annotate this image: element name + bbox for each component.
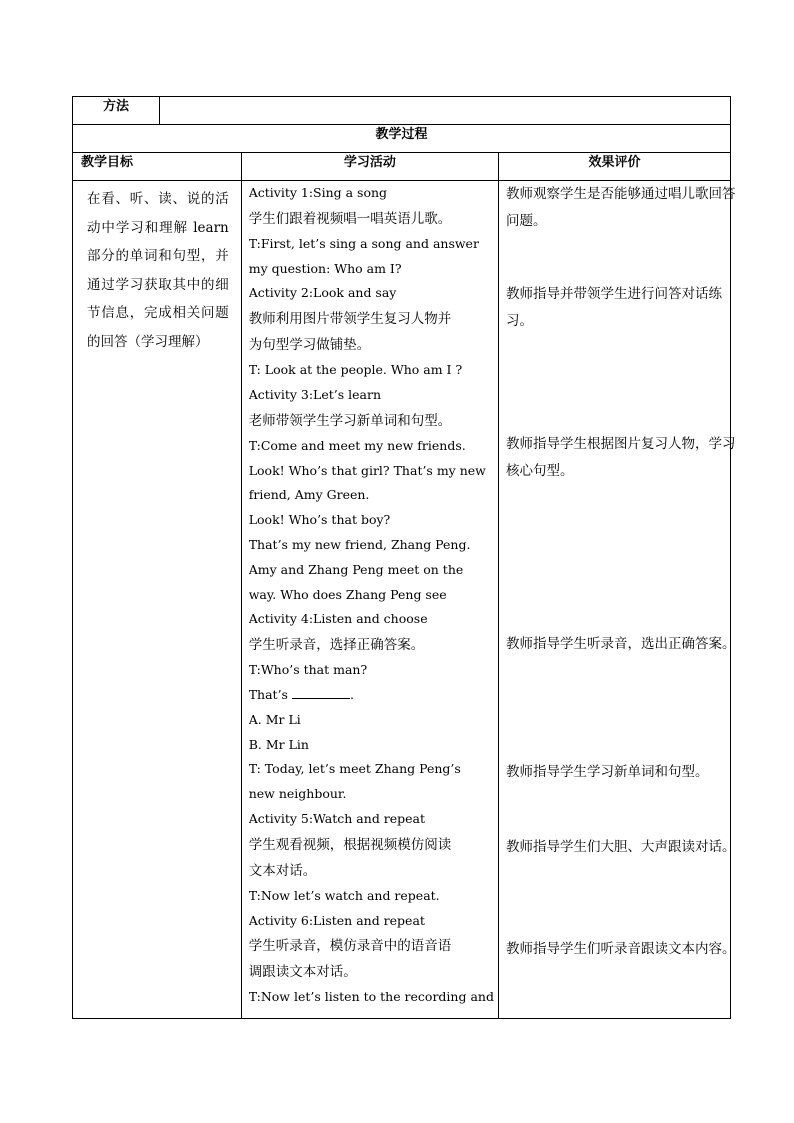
header-goal: 教学目标 <box>73 153 242 181</box>
evaluation-item: 教师指导并带领学生进行问答对话练习。 <box>505 286 722 329</box>
evaluation-item: 教师观察学生是否能够通过唱儿歌回答问题。 <box>505 186 736 229</box>
activity-line: 老师带领学生学习新单词和句型。 <box>248 412 452 429</box>
activity-line: T:Now let’s watch and repeat. <box>248 887 440 903</box>
activity-line: 调跟读文本对话。 <box>248 964 357 981</box>
activity-line: 学生听录音，选择正确答案。 <box>248 637 425 654</box>
activity-line: T:Now let’s listen to the recording and <box>248 989 494 1005</box>
content-row <box>73 181 731 1019</box>
activity-line: 学生听录音，模仿录音中的语音语 <box>248 938 452 955</box>
goal-text: 在看、听、读、说的活动中学习和理解 learn 部分的单词和句型，并通过学习获取其中的细节信息，完成相关问题的回答（学习理解） <box>87 191 229 350</box>
header-evaluation: 效果评价 <box>498 153 730 181</box>
activity-line: my question: Who am I? <box>248 260 402 276</box>
activity-line: T:First, let’s sing a song and answer <box>248 235 479 251</box>
evaluation-item: 教师指导学生听录音，选出正确答案。 <box>505 636 736 652</box>
activity-line: friend, Amy Green. <box>248 487 370 503</box>
activity-line: 学生们跟着视频唱一唱英语儿歌。 <box>248 210 452 227</box>
activity-line: T: Today, let’s meet Zhang Peng’s <box>248 761 461 777</box>
activity-line: Activity 3:Let’s learn <box>248 386 382 402</box>
activity-line: Amy and Zhang Peng meet on the <box>248 561 464 577</box>
evaluations-cell <box>498 181 736 1019</box>
section-title: 教学过程 <box>73 125 731 153</box>
activity-line: That’s my new friend, Zhang Peng. <box>248 536 471 552</box>
answer-blank <box>292 686 350 699</box>
activity-line: Activity 5:Watch and repeat <box>248 810 426 826</box>
method-table <box>72 96 731 125</box>
method-value <box>160 97 731 125</box>
evaluation-item: 教师指导学生们大胆、大声跟读对话。 <box>505 839 736 855</box>
evaluation-item: 教师指导学生学习新单词和句型。 <box>505 764 709 780</box>
activity-line: 为句型学习做铺垫。 <box>248 337 371 354</box>
header-activity: 学习活动 <box>241 153 498 181</box>
activity-line: T:Come and meet my new friends. <box>248 437 466 453</box>
activity-line: way. Who does Zhang Peng see <box>248 586 447 602</box>
activity-line: Activity 4:Listen and choose <box>248 611 428 627</box>
activity-line: A. Mr Li <box>248 711 301 727</box>
activity-line: Look! Who’s that girl? That’s my new <box>248 462 486 478</box>
method-row <box>73 97 731 125</box>
activities-cell <box>241 181 498 1019</box>
activity-line: Activity 1:Sing a song <box>248 185 388 200</box>
evaluation-item: 教师指导学生们听录音跟读文本内容。 <box>505 941 736 957</box>
header-row <box>73 153 731 181</box>
activity-line: Activity 6:Listen and repeat <box>248 912 425 928</box>
activity-line: T: Look at the people. Who am I ? <box>248 362 463 378</box>
goal-cell <box>73 181 242 1019</box>
activity-line: B. Mr Lin <box>248 736 309 752</box>
activity-line: Look! Who’s that boy? <box>248 512 391 528</box>
teaching-process-table <box>72 124 736 1019</box>
activity-line: Activity 2:Look and say <box>248 285 397 301</box>
activity-line: That’s . <box>248 686 354 702</box>
activity-line: new neighbour. <box>248 786 347 802</box>
activity-line: 学生观看视频，根据视频模仿阅读 <box>248 836 452 853</box>
activity-line: 教师利用图片带领学生复习人物并 <box>248 311 452 328</box>
evaluation-item: 教师指导学生根据图片复习人物，学习核心句型。 <box>505 436 736 479</box>
method-label: 方法 <box>73 97 160 125</box>
activity-line: T:Who’s that man? <box>248 662 368 678</box>
activities-list <box>249 181 494 1010</box>
activity-line: 文本对话。 <box>248 862 317 879</box>
